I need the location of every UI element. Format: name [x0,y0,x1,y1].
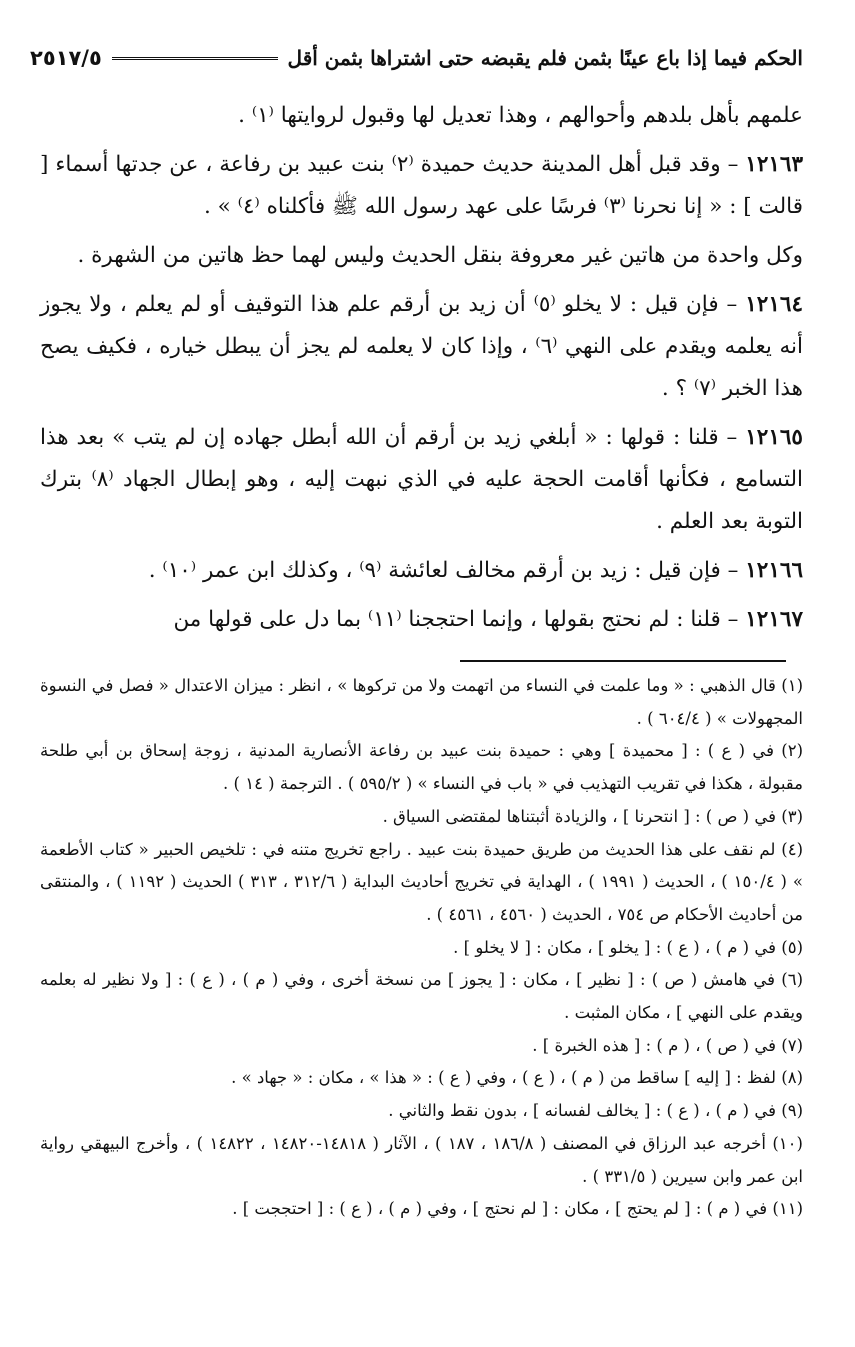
footnote-separator [460,660,786,662]
paragraph-number: ١٢١٦٧ [745,607,803,632]
paragraph-number: ١٢١٦٣ [745,152,804,177]
paragraph [40,95,803,137]
paragraph-text: وكل واحدة من هاتين غير معروفة بنقل الحديث وليس لهما حظ هاتين من الشهرة . [77,243,803,268]
paragraph-text: علمهم بأهل بلدهم وأحوالهم ، وهذا تعديل لها وقبول لروايتها ⁽١⁾ . [238,103,803,128]
footnote: (١) قال الذهبي : « وما علمت في النساء من اتهمت ولا من تركوها » ، انظر : ميزان الاعتدال « فصل في النسوة المجهولات » ( ٦٠٤/٤ ) . [40,676,803,728]
paragraph-text: – قلنا : قولها : « أبلغي زيد بن أرقم أن الله أبطل جهاده إن لم يتب » بعد هذا التسامع ، فكأنها أقامت الحجة عليه في الذي نبهت إليه ، وهو إبطال الجهاد ⁽٨⁾ بترك التوبة بعد العلم . [40,425,804,534]
paragraph [40,417,803,543]
main-text [40,95,803,648]
header-title: الحكم فيما إذا باع عينًا بثمن فلم يقبضه حتى اشتراها بثمن أقل [287,46,803,70]
paragraph [40,144,803,228]
footnote: (٦) في هامش ( ص ) : [ نظير ] ، مكان : [ يجوز ] من نسخة أخرى ، وفي ( م ) ، ( ع ) : [ ولا نظير له بعلمه ويقدم على النهي ] ، مكان المثبت . [40,970,803,1023]
paragraph-text: – قلنا : لم نحتج بقولها ، وإنما احتججنا ⁽١١⁾ بما دل على قولها من [173,607,739,632]
footnote: (١٠) أخرجه عبد الرزاق في المصنف ( ١٨٦/٨ ، ١٨٧ ) ، الآثار ( ١٤٨١٨-١٤٨٢٠ ، ١٤٨٢٢ ) ، وأخرج البيهقي رواية ابن عمر وابن سيرين ( ٣٣١/٥ ) . [40,1133,803,1186]
paragraph-number: ١٢١٦٤ [745,292,803,317]
paragraph-text: – فإن قيل : لا يخلو ⁽٥⁾ أن زيد بن أرقم علم هذا التوقيف أو لم يعلم ، ولا يجوز أنه يعلمه ويقدم على النهي ⁽٦⁾ ، وإذا كان لا يعلمه لم يجز أن يبطل خياره ، فكيف يصح هذا الخبر ⁽٧⁾ ؟ . [40,292,803,401]
paragraph-number: ١٢١٦٦ [745,558,803,583]
footnote: (٧) في ( ص ) ، ( م ) : [ هذه الخبرة ] . [532,1035,803,1055]
footnotes [40,670,803,1226]
paragraph [40,599,803,641]
page-number: ٢٥١٧/٥ [30,46,102,70]
footnote: (٨) لفظ : [ إليه ] ساقط من ( م ) ، ( ع ) ، وفي ( ع ) : « هذا » ، مكان : « جهاد » . [231,1068,803,1088]
running-header [30,38,803,78]
paragraph [40,284,803,410]
footnote: (٣) في ( ص ) : [ انتحرنا ] ، والزيادة أثبتناها لمقتضى السياق . [382,806,803,826]
header-rule [112,57,278,60]
paragraph [40,550,803,592]
footnote: (١١) في ( م ) : [ لم يحتج ] ، مكان : [ لم نحتج ] ، وفي ( م ) ، ( ع ) : [ احتججت ] . [232,1199,803,1219]
paragraph [40,235,803,277]
footnote: (٢) في ( ع ) : [ محميدة ] وهي : حميدة بنت عبيد بن رفاعة الأنصارية المدنية ، زوجة إسحاق بن أبي طلحة مقبولة ، هكذا في تقريب التهذيب في « باب في النساء » ( ٥٩٥/٢ ) . الترجمة ( ١٤ ) . [40,741,803,794]
paragraph-text: – وقد قبل أهل المدينة حديث حميدة ⁽٢⁾ بنت عبيد بن رفاعة ، عن جدتها أسماء [ قالت ] : « إنا نحرنا ⁽٣⁾ فرسًا على عهد رسول الله ﷺ فأكلناه ⁽٤⁾ » . [40,152,803,219]
footnote: (٩) في ( م ) ، ( ع ) : [ يخالف لفسانه ] ، بدون نقط والثاني . [388,1101,803,1121]
footnote: (٥) في ( م ) ، ( ع ) : [ يخلو ] ، مكان : [ لا يخلو ] . [453,937,803,957]
paragraph-number: ١٢١٦٥ [745,425,803,450]
footnote: (٤) لم نقف على هذا الحديث من طريق حميدة بنت عبيد . راجع تخريج متنه في : تلخيص الحبير « كتاب الأطعمة » ( ١٥٠/٤ ) ، الحديث ( ١٩٩١ ) ، الهداية في تخريج أحاديث البداية ( ٣١٢/٦ ، ٣١٣ ) الحديث ( ١١٩٢ ) ، والمنتقى من أحاديث الأحكام ص ٧٥٤ ، الحديث ( ٤٥٦٠ ، ٤٥٦١ ) . [40,839,803,924]
paragraph-text: – فإن قيل : زيد بن أرقم مخالف لعائشة ⁽٩⁾ ، وكذلك ابن عمر ⁽١٠⁾ . [148,558,739,583]
